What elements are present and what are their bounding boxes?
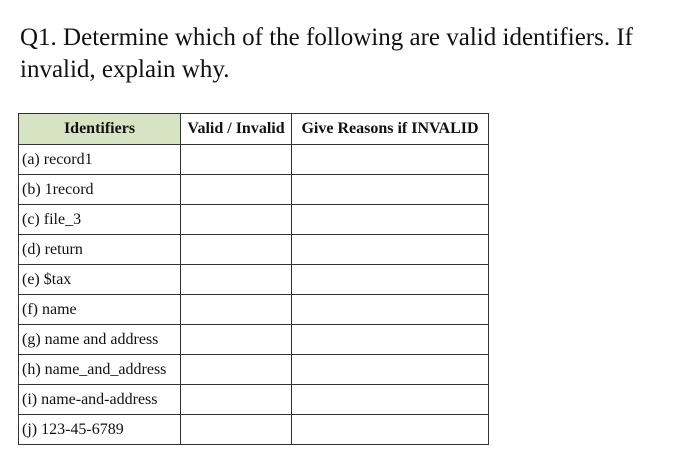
valid-invalid-cell[interactable] (181, 265, 292, 295)
reason-cell[interactable] (292, 355, 489, 385)
reason-cell[interactable] (292, 325, 489, 355)
identifier-cell: (a) record1 (19, 145, 181, 175)
header-identifiers: Identifiers (19, 114, 181, 145)
identifier-cell: (d) return (19, 235, 181, 265)
identifier-cell: (f) name (19, 295, 181, 325)
reason-cell[interactable] (292, 385, 489, 415)
table-header-row (19, 114, 489, 145)
reason-cell[interactable] (292, 175, 489, 205)
valid-invalid-cell[interactable] (181, 235, 292, 265)
identifier-cell: (g) name and address (19, 325, 181, 355)
header-valid-invalid: Valid / Invalid (181, 114, 292, 145)
identifier-cell: (c) file_3 (19, 205, 181, 235)
identifier-cell: (e) $tax (19, 265, 181, 295)
valid-invalid-cell[interactable] (181, 175, 292, 205)
table-row (19, 175, 489, 205)
reason-cell[interactable] (292, 295, 489, 325)
reason-cell[interactable] (292, 145, 489, 175)
table-row (19, 295, 489, 325)
valid-invalid-cell[interactable] (181, 415, 292, 445)
reason-cell[interactable] (292, 415, 489, 445)
table-row (19, 265, 489, 295)
identifier-cell: (h) name_and_address (19, 355, 181, 385)
reason-cell[interactable] (292, 235, 489, 265)
table-row (19, 355, 489, 385)
header-reasons: Give Reasons if INVALID (292, 114, 489, 145)
table-row (19, 325, 489, 355)
identifiers-table (18, 113, 489, 445)
table-row (19, 235, 489, 265)
table-row (19, 415, 489, 445)
valid-invalid-cell[interactable] (181, 385, 292, 415)
identifier-cell: (j) 123-45-6789 (19, 415, 181, 445)
valid-invalid-cell[interactable] (181, 205, 292, 235)
table-row (19, 385, 489, 415)
valid-invalid-cell[interactable] (181, 355, 292, 385)
identifier-cell: (i) name-and-address (19, 385, 181, 415)
table-row (19, 205, 489, 235)
valid-invalid-cell[interactable] (181, 325, 292, 355)
table-row (19, 145, 489, 175)
question-text: Q1. Determine which of the following are valid identifiers. If invalid, explain why. (20, 24, 634, 83)
valid-invalid-cell[interactable] (181, 295, 292, 325)
reason-cell[interactable] (292, 265, 489, 295)
identifier-cell: (b) 1record (19, 175, 181, 205)
valid-invalid-cell[interactable] (181, 145, 292, 175)
reason-cell[interactable] (292, 205, 489, 235)
